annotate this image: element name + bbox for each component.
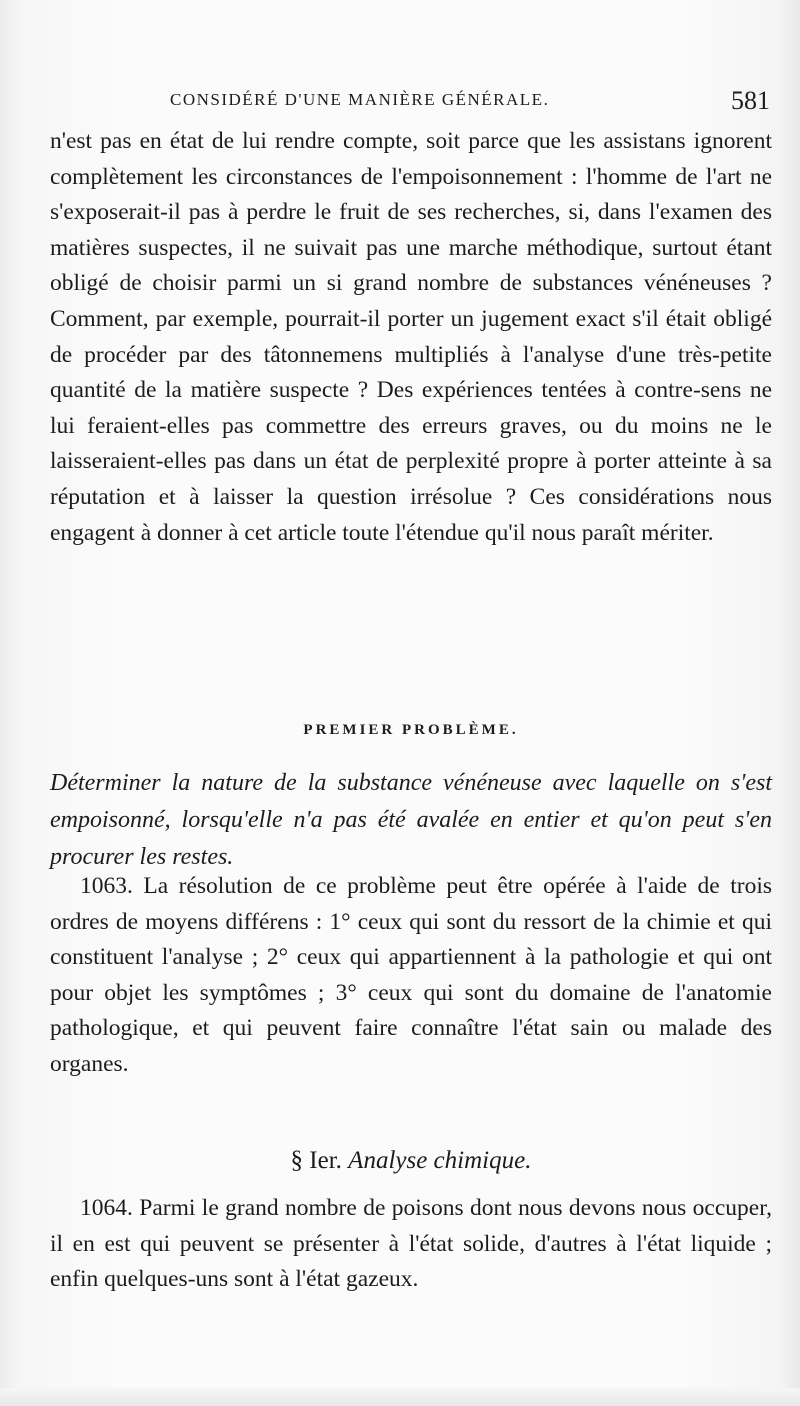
problem-heading: PREMIER PROBLÈME. (303, 722, 519, 738)
paragraph-text: n'est pas en état de lui rendre compte, soit parce que les assistans ignorent complètement les circonstances de l'empoisonnement : l'homme de l'art ne s'exposerait-il pas à perdre le fruit de ses recherches, si, dans l'examen des matières suspectes, il ne suivait pas une marche méthodique, surtout étant obligé de choisir parmi un si grand nombre de substances vénéneuses ? Comment, par exemple, pourrait-il porter un jugement exact s'il était obligé de procéder par des tâtonnemens multipliés à l'analyse d'une très-petite quantité de la matière suspecte ? Des expériences tentées à contre-sens ne lui feraient-elles pas commettre des erreurs graves, ou du moins ne le laisseraient-elles pas dans un état de perplexité propre à porter atteinte à sa réputation et à laisser la question irrésolue ? Ces considérations nous engagent à donner à cet article toute l'étendue qu'il nous paraît mériter. (50, 128, 772, 546)
section-heading (50, 1147, 772, 1175)
paragraph-1064 (50, 1191, 772, 1298)
paragraph-text: 1063. La résolution de ce problème peut être opérée à l'aide de trois ordres de moyens différens : 1° ceux qui sont du ressort de la chimie et qui constituent l'analyse ; 2° ceux qui appartiennent à la pathologie et qui ont pour objet les symptômes ; 3° ceux qui sont du domaine de l'anatomie pathologique, et qui peuvent faire connaître l'état sain ou malade des organes. (50, 873, 772, 1077)
paragraph-1063 (50, 869, 772, 1083)
page-number: 581 (731, 86, 770, 115)
section-title: Analyse chimique. (348, 1147, 532, 1174)
paragraph-text: 1064. Parmi le grand nombre de poisons dont nous devons nous occuper, il en est qui peuvent se présenter à l'état solide, d'autres à l'état liquide ; enfin quelques-uns sont à l'état gazeux. (50, 1195, 772, 1293)
running-head (170, 86, 770, 116)
paragraph-continued (50, 124, 772, 551)
page-bottom-edge (0, 1388, 800, 1406)
section-number: § Ier. (290, 1147, 342, 1174)
running-title: CONSIDÉRÉ D'UNE MANIÈRE GÉNÉRALE. (170, 90, 550, 109)
problem-statement: Déterminer la nature de la substance vénéneuse avec laquelle on s'est empoisonné, lorsqu'elle n'a pas été avalée en entier et qu'on peut s'en procurer les restes. (50, 770, 772, 870)
